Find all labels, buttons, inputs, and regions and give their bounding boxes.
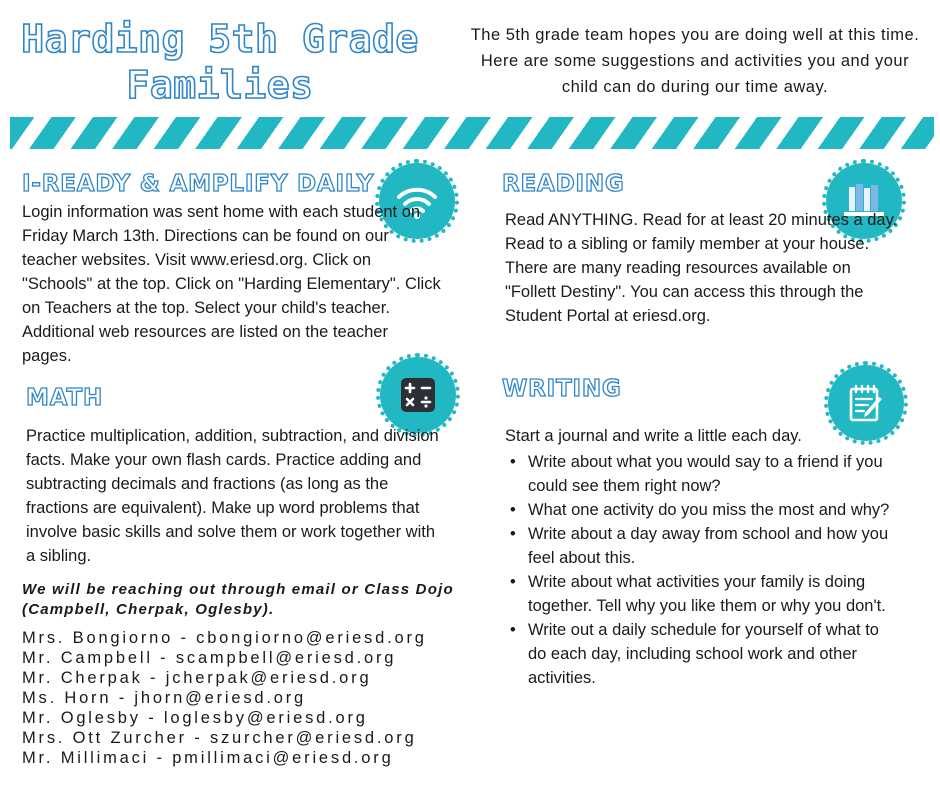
prompt-text: Write out a daily schedule for yourself of what to do each day, including school work and other activities.	[528, 621, 879, 687]
bullet-icon: •	[510, 573, 516, 591]
teacher-contact: Mr. Oglesby - loglesby@eriesd.org	[22, 709, 368, 727]
prompt-text: Write about what you would say to a friend if you could see them right now?	[528, 453, 883, 495]
bullet-icon: •	[510, 525, 516, 543]
list-item	[505, 498, 900, 522]
iready-body: Login information was sent home with each student on Friday March 13th. Directions can be found on our teacher websites. Visit www.eriesd.org. Click on "Schools" at the top. Click on "Harding Elementary". Click on Teachers at the top. Select your child's teacher. Additional web resources are listed on the teacher pages.	[22, 203, 441, 365]
list-item	[505, 570, 900, 618]
writing-heading: WRITING	[502, 376, 622, 402]
teacher-contact: Mrs. Bongiorno - cbongiorno@eriesd.org	[22, 629, 427, 647]
list-item	[505, 450, 900, 498]
writing-prompts-list	[505, 450, 900, 690]
bullet-icon: •	[510, 621, 516, 639]
bullet-icon: •	[510, 501, 516, 519]
teacher-contact-list	[22, 628, 427, 768]
math-heading: MATH	[26, 385, 104, 411]
teacher-contact: Ms. Horn - jhorn@eriesd.org	[22, 689, 307, 707]
striped-divider	[10, 117, 934, 149]
reading-body: Read ANYTHING. Read for at least 20 minutes a day. Read to a sibling or family member at your house. There are many reading resources available on "Follett Destiny". You can access this through the Student Portal at eriesd.org.	[505, 211, 898, 325]
teacher-contact: Mr. Millimaci - pmillimaci@eriesd.org	[22, 749, 394, 767]
math-body: Practice multiplication, addition, subtraction, and division facts. Make your own flash cards. Practice adding and subtracting decimals and fractions (as long as the fractions are equivalent). Make up word problems that involve basic skills and solve them or work together with a sibling.	[26, 427, 439, 565]
title-line-2: Families	[126, 63, 314, 107]
list-item	[505, 522, 900, 570]
teacher-contact: Mrs. Ott Zurcher - szurcher@eriesd.org	[22, 729, 417, 747]
list-item	[505, 618, 900, 690]
prompt-text: Write about what activities your family is doing together. Tell why you like them or why you don't.	[528, 573, 886, 615]
intro-text: The 5th grade team hopes you are doing well at this time. Here are some suggestions and activities you and your child can do during our time away.	[470, 26, 920, 96]
title-line-1: Harding 5th Grade	[21, 17, 419, 61]
writing-intro: Start a journal and write a little each day.	[505, 427, 802, 445]
bullet-icon: •	[510, 453, 516, 471]
prompt-text: What one activity do you miss the most and why?	[528, 501, 890, 519]
teacher-contact: Mr. Cherpak - jcherpak@eriesd.org	[22, 669, 372, 687]
calculator-icon	[380, 357, 456, 433]
page-title	[10, 16, 430, 108]
teacher-contact: Mr. Campbell - scampbell@eriesd.org	[22, 649, 397, 667]
iready-heading: I-READY & AMPLIFY DAILY	[22, 171, 375, 197]
prompt-text: Write about a day away from school and how you feel about this.	[528, 525, 889, 567]
contact-note: We will be reaching out through email or Class Dojo (Campbell, Cherpak, Oglesby).	[22, 581, 454, 618]
reading-heading: READING	[502, 171, 625, 197]
